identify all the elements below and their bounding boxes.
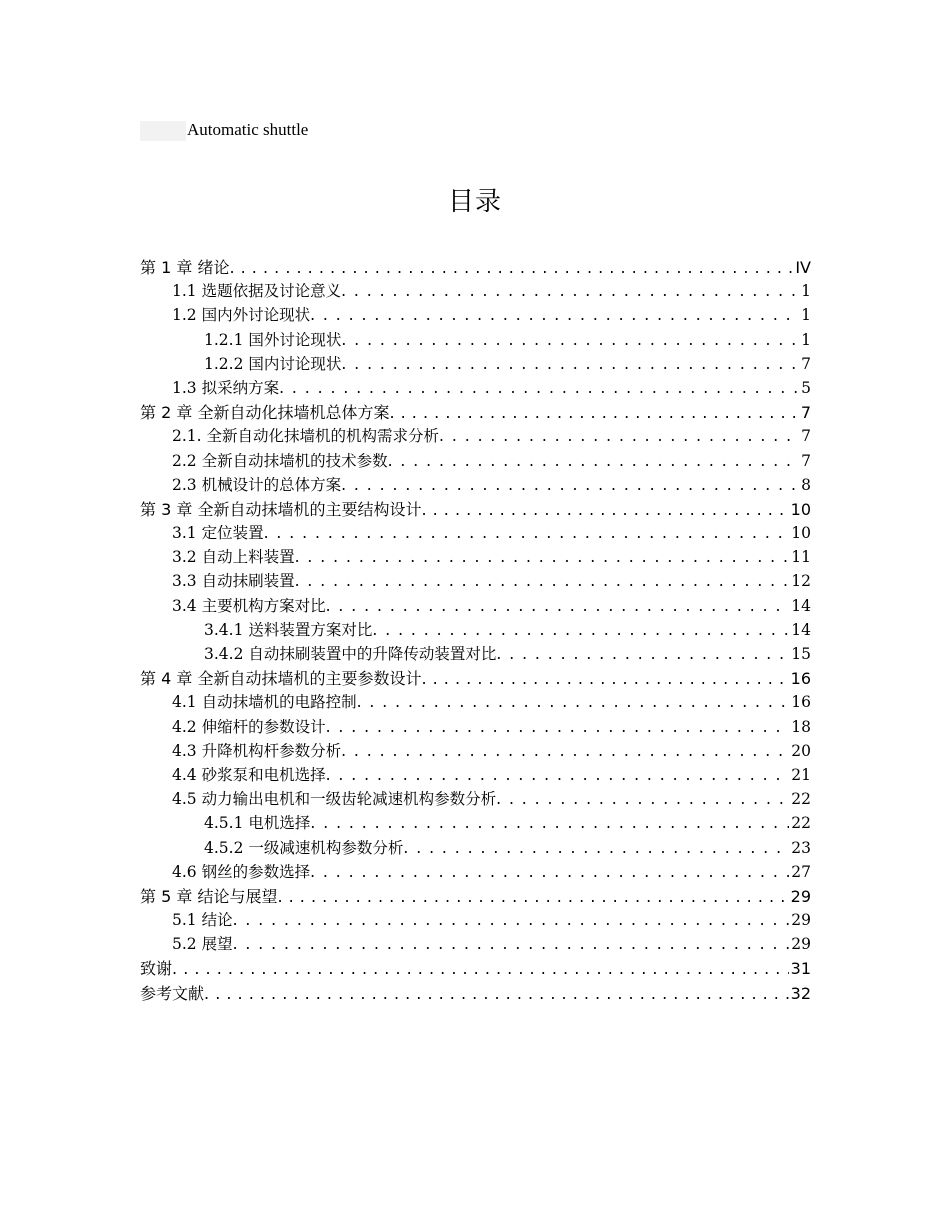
toc-entry[interactable] bbox=[140, 473, 811, 497]
toc-entry[interactable] bbox=[140, 642, 811, 666]
toc-entry[interactable] bbox=[140, 303, 811, 327]
toc-entry[interactable] bbox=[140, 666, 811, 690]
dot-leader bbox=[341, 282, 799, 300]
toc-entry-label: 1.2 国内外讨论现状 bbox=[172, 306, 311, 325]
toc-entry[interactable] bbox=[140, 981, 811, 1005]
toc-entry-label: 5.1 结论 bbox=[172, 911, 233, 930]
toc-entry-label: 2.3 机械设计的总体方案 bbox=[172, 475, 342, 494]
toc-entry-label: 第 2 章 全新自动化抹墙机总体方案 bbox=[140, 403, 390, 423]
dot-leader bbox=[279, 379, 799, 397]
dot-leader bbox=[389, 403, 798, 422]
toc-entry-page-number: 10 bbox=[790, 499, 811, 519]
toc-entry-label: 3.4.1 送料装置方案对比 bbox=[204, 620, 373, 639]
toc-entry-label: 2.2 全新自动抹墙机的技术参数 bbox=[172, 451, 388, 470]
dot-leader bbox=[341, 355, 799, 373]
dot-leader bbox=[233, 911, 790, 929]
toc-entry[interactable] bbox=[140, 545, 811, 569]
toc-entry[interactable] bbox=[140, 352, 811, 376]
toc-entry-page-number: 15 bbox=[791, 645, 811, 663]
toc-entry-label: 第 3 章 全新自动抹墙机的主要结构设计 bbox=[140, 499, 422, 519]
dot-leader bbox=[439, 427, 799, 445]
toc-entry-label: 4.5 动力输出电机和一级齿轮减速机构参数分析 bbox=[172, 790, 497, 809]
toc-entry[interactable] bbox=[140, 690, 811, 714]
toc-entry-label: 4.1 自动抹墙机的电路控制 bbox=[172, 693, 357, 712]
dot-leader bbox=[496, 645, 789, 663]
dot-leader bbox=[277, 887, 788, 906]
toc-entry[interactable] bbox=[140, 521, 811, 545]
running-header: Automatic shuttle bbox=[187, 120, 309, 139]
toc-entry[interactable] bbox=[140, 932, 811, 956]
toc-entry-page-number: 12 bbox=[791, 572, 811, 591]
toc-entry-page-number: 29 bbox=[790, 886, 811, 906]
dot-leader bbox=[341, 476, 799, 494]
toc-entry-page-number: 20 bbox=[791, 741, 811, 760]
toc-entry-page-number: 22 bbox=[791, 790, 811, 809]
header-shade bbox=[140, 121, 186, 141]
toc-entry-page-number: 5 bbox=[801, 378, 811, 397]
toc-entry[interactable] bbox=[140, 787, 811, 811]
dot-leader bbox=[403, 839, 789, 857]
toc-entry[interactable] bbox=[140, 836, 811, 860]
toc-entry-page-number: 27 bbox=[791, 862, 811, 881]
dot-leader bbox=[310, 863, 789, 881]
toc-entry-page-number: 16 bbox=[791, 693, 811, 712]
toc-entry[interactable] bbox=[140, 884, 811, 908]
toc-entry-page-number: 21 bbox=[791, 765, 811, 784]
dot-leader bbox=[357, 693, 790, 711]
dot-leader bbox=[295, 572, 790, 590]
toc-entry-page-number: 1 bbox=[801, 306, 811, 325]
toc-entry-label: 4.2 伸缩杆的参数设计 bbox=[172, 717, 326, 736]
toc-entry-label: 第 1 章 绪论 bbox=[140, 258, 230, 277]
toc-entry-page-number: 1 bbox=[801, 330, 811, 349]
toc-entry-label: 1.2.2 国内讨论现状 bbox=[204, 354, 342, 373]
toc-entry-label: 3.3 自动抹刷装置 bbox=[172, 572, 295, 591]
toc-entry-page-number: 29 bbox=[791, 935, 811, 954]
toc-entry[interactable] bbox=[140, 279, 811, 303]
toc-entry[interactable] bbox=[140, 763, 811, 787]
dot-leader bbox=[388, 452, 800, 470]
toc-entry-page-number: 16 bbox=[790, 669, 811, 689]
toc-title: 目录 bbox=[447, 187, 502, 217]
dot-leader bbox=[496, 790, 789, 808]
toc-entry[interactable] bbox=[140, 594, 811, 618]
toc-entry-page-number: 18 bbox=[791, 717, 811, 736]
toc-entry[interactable] bbox=[140, 860, 811, 884]
dot-leader bbox=[310, 306, 799, 324]
toc-entry-label: 3.4.2 自动抹刷装置中的升降传动装置对比 bbox=[204, 645, 497, 663]
toc-entry-label: 3.1 定位装置 bbox=[172, 524, 264, 543]
dot-leader bbox=[326, 597, 790, 615]
toc-entry-page-number: 8 bbox=[801, 475, 811, 494]
toc-entry[interactable] bbox=[140, 449, 811, 473]
toc-entry-page-number: 31 bbox=[790, 959, 811, 979]
toc-entry-label: 1.1 选题依据及讨论意义 bbox=[172, 282, 342, 301]
dot-leader bbox=[204, 984, 789, 1003]
toc-entry[interactable] bbox=[140, 328, 811, 352]
toc-entry-label: 第 4 章 全新自动抹墙机的主要参数设计 bbox=[140, 669, 422, 689]
toc-entry-label: 3.4 主要机构方案对比 bbox=[172, 596, 326, 615]
toc-entry[interactable] bbox=[140, 956, 811, 980]
toc-entry-page-number: 10 bbox=[791, 524, 811, 543]
toc-entry-page-number: 1 bbox=[801, 282, 811, 301]
toc-entry[interactable] bbox=[140, 569, 811, 593]
toc-entry-label: 4.5.1 电机选择 bbox=[204, 814, 311, 833]
toc-entry[interactable] bbox=[140, 715, 811, 739]
toc-entry[interactable] bbox=[140, 908, 811, 932]
toc-entry-label: 1.3 拟采纳方案 bbox=[172, 378, 280, 397]
toc-entry[interactable] bbox=[140, 618, 811, 642]
dot-leader bbox=[341, 331, 799, 349]
toc-entry-page-number: 7 bbox=[801, 451, 811, 470]
toc-entry-label: 4.6 钢丝的参数选择 bbox=[172, 862, 311, 881]
toc-entry-page-number: 23 bbox=[791, 838, 811, 857]
dot-leader bbox=[264, 524, 790, 542]
toc-entry-label: 5.2 展望 bbox=[172, 935, 233, 954]
toc-entry-label: 致谢 bbox=[140, 959, 173, 979]
toc-entry-page-number: 14 bbox=[791, 620, 811, 639]
toc-entry-page-number: 22 bbox=[791, 814, 811, 833]
dot-leader bbox=[310, 814, 789, 832]
toc-entry-label: 第 5 章 结论与展望 bbox=[140, 886, 278, 906]
dot-leader bbox=[421, 500, 788, 519]
toc-entry[interactable] bbox=[140, 739, 811, 763]
toc-entry-page-number: 14 bbox=[791, 596, 811, 615]
toc-entry-label: 1.2.1 国外讨论现状 bbox=[204, 330, 342, 349]
toc-entry-label: 4.3 升降机构杆参数分析 bbox=[172, 741, 342, 760]
toc-entry[interactable] bbox=[140, 497, 811, 521]
toc-entry-page-number: 7 bbox=[801, 427, 811, 446]
dot-leader bbox=[229, 258, 793, 277]
toc-entry-label: 3.2 自动上料装置 bbox=[172, 548, 295, 567]
toc-entry-page-number: IV bbox=[795, 258, 811, 277]
toc-entry-label: 参考文献 bbox=[140, 983, 205, 1003]
toc-entry[interactable] bbox=[140, 424, 811, 448]
toc-entry[interactable] bbox=[140, 376, 811, 400]
toc-entry-page-number: 29 bbox=[791, 911, 811, 930]
dot-leader bbox=[326, 718, 790, 736]
toc-entry[interactable] bbox=[140, 811, 811, 835]
toc-entry-page-number: 7 bbox=[800, 403, 811, 423]
toc-entry-page-number: 32 bbox=[790, 983, 811, 1003]
table-of-contents bbox=[140, 255, 811, 1005]
toc-entry-label: 2.1. 全新自动化抹墙机的机构需求分析 bbox=[172, 427, 440, 446]
toc-entry[interactable] bbox=[140, 400, 811, 424]
dot-leader bbox=[172, 959, 789, 978]
dot-leader bbox=[341, 742, 789, 760]
toc-entry-page-number: 11 bbox=[791, 548, 811, 567]
toc-entry[interactable] bbox=[140, 255, 811, 279]
toc-entry-page-number: 7 bbox=[801, 354, 811, 373]
toc-entry-label: 4.4 砂浆泵和电机选择 bbox=[172, 765, 326, 784]
toc-entry-label: 4.5.2 一级减速机构参数分析 bbox=[204, 838, 404, 857]
dot-leader bbox=[233, 935, 790, 953]
dot-leader bbox=[326, 766, 790, 784]
dot-leader bbox=[372, 621, 789, 639]
dot-leader bbox=[295, 548, 790, 566]
dot-leader bbox=[421, 669, 788, 688]
